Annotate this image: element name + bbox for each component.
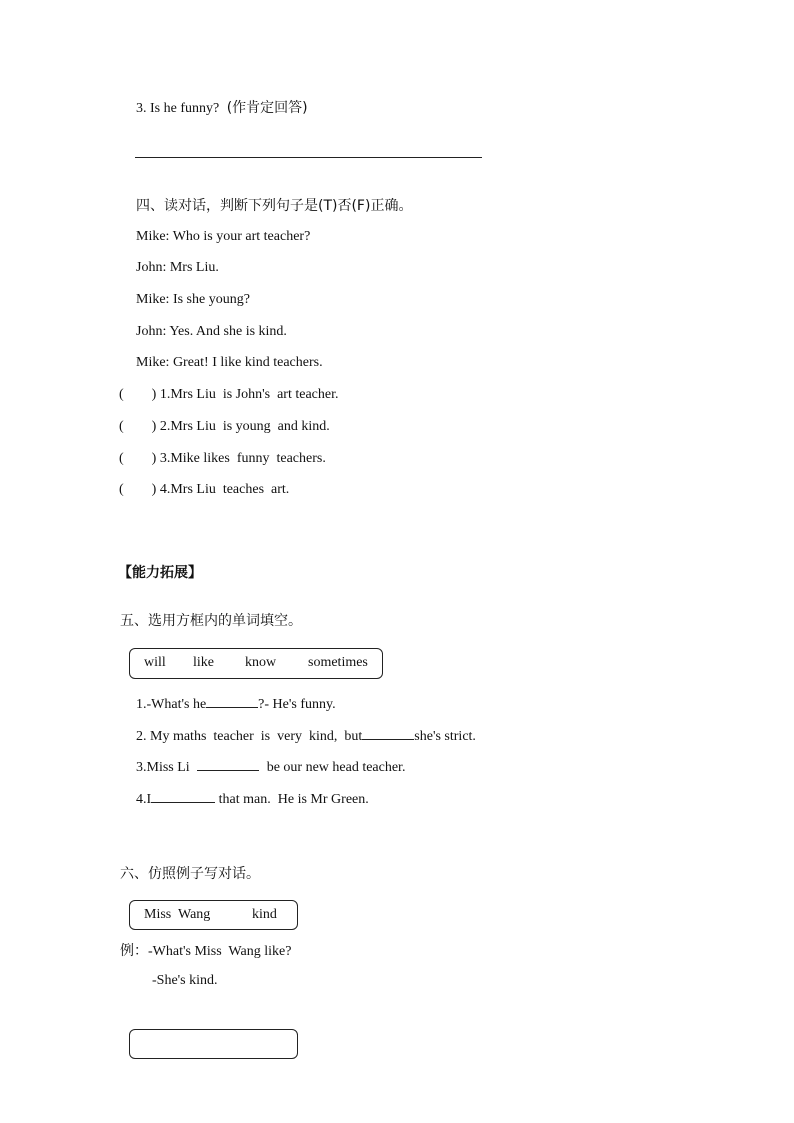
fill-blank-2[interactable] — [362, 727, 414, 740]
word-box-item: know — [245, 655, 277, 670]
judgement-text: 2.Mrs Liu is young and kind. — [159, 419, 330, 434]
judgement-paren[interactable]: ( ) — [119, 419, 157, 434]
judgement-text: 1.Mrs Liu is John's art teacher. — [159, 387, 339, 402]
ability-heading: 【能力拓展】 — [118, 565, 202, 581]
dialogue-line: John: Yes. And she is kind. — [136, 324, 287, 339]
judgement-paren[interactable]: ( ) — [119, 482, 157, 497]
judgement-item — [119, 482, 289, 498]
fill-question-4-text: 4.I — [136, 792, 152, 807]
fill-question-1-text: 1.-What's he — [136, 697, 207, 712]
section-4-title: 四、读对话，判断下列句子是(T)否(F)正确。 — [136, 198, 413, 214]
word-box-item: like — [193, 655, 214, 670]
judgement-text: 3.Mike likes funny teachers. — [159, 451, 326, 466]
word-box-item: will — [144, 655, 166, 670]
fill-question-2 — [136, 727, 476, 745]
dialogue-line: John: Mrs Liu. — [136, 260, 219, 275]
section-6-title: 六、仿照例子写对话。 — [120, 866, 260, 882]
question-3-text: 3. Is he funny? — [136, 101, 220, 116]
word-box-item: sometimes — [308, 655, 368, 670]
fill-question-3 — [136, 758, 405, 776]
judgement-item — [119, 451, 326, 467]
example-question-text: -What's Miss Wang like? — [148, 944, 292, 959]
fill-blank-4[interactable] — [151, 790, 215, 803]
empty-answer-box[interactable] — [129, 1029, 298, 1059]
fill-question-1 — [136, 695, 336, 713]
dialogue-line: Mike: Is she young? — [136, 292, 250, 307]
question-3 — [136, 97, 308, 117]
question-3-hint: (作肯定回答) — [226, 100, 308, 116]
example-box-adjective: kind — [252, 907, 277, 922]
judgement-paren[interactable]: ( ) — [119, 387, 157, 402]
section-5-title: 五、选用方框内的单词填空。 — [120, 613, 302, 629]
fill-blank-1[interactable] — [206, 695, 258, 708]
dialogue-line: Mike: Who is your art teacher? — [136, 229, 311, 244]
dialogue-line: Mike: Great! I like kind teachers. — [136, 355, 323, 370]
fill-question-2-tail: she's strict. — [414, 729, 476, 744]
fill-question-4 — [136, 790, 369, 808]
fill-question-1-tail: ?- He's funny. — [258, 697, 336, 712]
example-box-name: Miss Wang — [144, 907, 211, 922]
fill-question-2-text: 2. My maths teacher is very kind, but — [136, 729, 363, 744]
example-answer: -She's kind. — [152, 973, 218, 988]
fill-question-3-text: 3.Miss Li — [136, 760, 190, 775]
fill-question-3-tail: be our new head teacher. — [266, 760, 406, 775]
example-label: 例： — [120, 943, 148, 959]
fill-question-4-tail: that man. He is Mr Green. — [218, 792, 369, 807]
judgement-item — [119, 387, 339, 403]
judgement-text: 4.Mrs Liu teaches art. — [159, 482, 290, 497]
example-question — [120, 940, 291, 960]
answer-line-3[interactable] — [135, 157, 482, 158]
fill-blank-3[interactable] — [197, 758, 259, 771]
judgement-item — [119, 419, 330, 435]
judgement-paren[interactable]: ( ) — [119, 451, 157, 466]
